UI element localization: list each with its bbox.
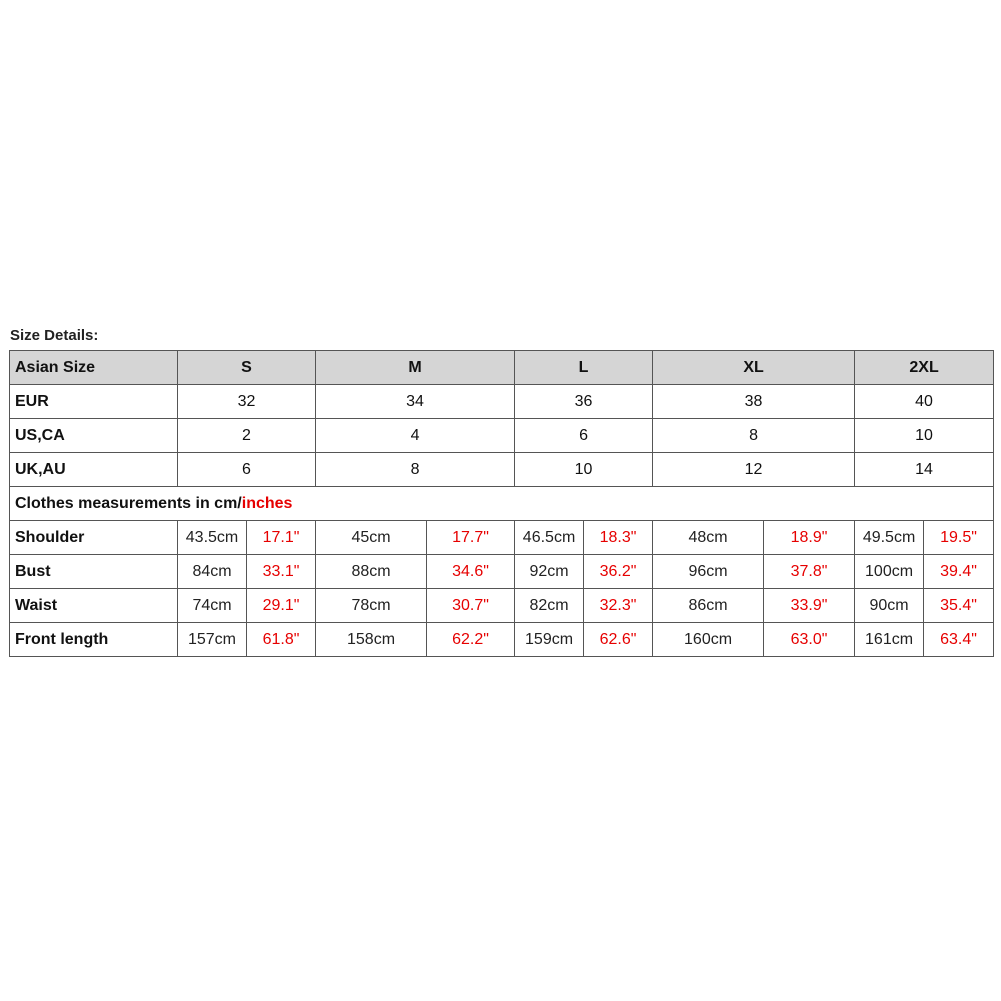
size-details-title: Size Details: <box>10 327 99 344</box>
header-row <box>10 351 994 385</box>
conversion-cell: 40 <box>855 385 994 419</box>
size-chart-table <box>9 350 994 657</box>
cm-cell: 78cm <box>316 589 427 623</box>
cm-cell: 45cm <box>316 521 427 555</box>
inch-cell: 32.3" <box>584 589 653 623</box>
conversion-cell: 34 <box>316 385 515 419</box>
inch-cell: 37.8" <box>764 555 855 589</box>
size-header-2xl: 2XL <box>855 351 994 385</box>
inch-cell: 29.1" <box>247 589 316 623</box>
inch-cell: 35.4" <box>924 589 994 623</box>
cm-cell: 43.5cm <box>178 521 247 555</box>
conversion-cell: 10 <box>515 453 653 487</box>
inch-cell: 61.8" <box>247 623 316 657</box>
cm-cell: 46.5cm <box>515 521 584 555</box>
conversion-cell: 6 <box>178 453 316 487</box>
size-header-l: L <box>515 351 653 385</box>
cm-cell: 88cm <box>316 555 427 589</box>
cm-cell: 90cm <box>855 589 924 623</box>
measurements-heading <box>10 487 994 521</box>
cm-cell: 161cm <box>855 623 924 657</box>
conversion-cell: 32 <box>178 385 316 419</box>
row-label: UK,AU <box>10 453 178 487</box>
inch-cell: 39.4" <box>924 555 994 589</box>
inch-cell: 63.0" <box>764 623 855 657</box>
inch-cell: 62.6" <box>584 623 653 657</box>
cm-cell: 100cm <box>855 555 924 589</box>
row-label: Bust <box>10 555 178 589</box>
cm-cell: 157cm <box>178 623 247 657</box>
inch-cell: 63.4" <box>924 623 994 657</box>
size-header-m: M <box>316 351 515 385</box>
cm-cell: 86cm <box>653 589 764 623</box>
inch-cell: 30.7" <box>427 589 515 623</box>
inch-cell: 33.1" <box>247 555 316 589</box>
cm-cell: 48cm <box>653 521 764 555</box>
conversion-cell: 38 <box>653 385 855 419</box>
measurements-heading-prefix: Clothes measurements in cm/ <box>15 494 242 512</box>
conversion-cell: 36 <box>515 385 653 419</box>
measurement-row-bust <box>10 555 994 589</box>
conversion-cell: 8 <box>316 453 515 487</box>
inch-cell: 36.2" <box>584 555 653 589</box>
conversion-cell: 2 <box>178 419 316 453</box>
cm-cell: 158cm <box>316 623 427 657</box>
inch-cell: 18.3" <box>584 521 653 555</box>
row-label: Front length <box>10 623 178 657</box>
conversion-cell: 8 <box>653 419 855 453</box>
inch-cell: 34.6" <box>427 555 515 589</box>
inch-cell: 33.9" <box>764 589 855 623</box>
size-header-xl: XL <box>653 351 855 385</box>
asian-size-label: Asian Size <box>10 351 178 385</box>
row-label: Shoulder <box>10 521 178 555</box>
conversion-cell: 12 <box>653 453 855 487</box>
row-label: EUR <box>10 385 178 419</box>
conversion-cell: 10 <box>855 419 994 453</box>
measurement-row-waist <box>10 589 994 623</box>
measurements-heading-accent: inches <box>241 494 293 512</box>
conversion-cell: 14 <box>855 453 994 487</box>
cm-cell: 84cm <box>178 555 247 589</box>
cm-cell: 160cm <box>653 623 764 657</box>
measurements-heading-row <box>10 487 994 521</box>
cm-cell: 92cm <box>515 555 584 589</box>
conversion-row-uk-au <box>10 453 994 487</box>
size-header-s: S <box>178 351 316 385</box>
measurement-row-shoulder <box>10 521 994 555</box>
cm-cell: 74cm <box>178 589 247 623</box>
conversion-row-us-ca <box>10 419 994 453</box>
conversion-row-eur <box>10 385 994 419</box>
inch-cell: 19.5" <box>924 521 994 555</box>
measurement-row-front-length <box>10 623 994 657</box>
cm-cell: 82cm <box>515 589 584 623</box>
cm-cell: 159cm <box>515 623 584 657</box>
inch-cell: 17.7" <box>427 521 515 555</box>
conversion-cell: 6 <box>515 419 653 453</box>
cm-cell: 49.5cm <box>855 521 924 555</box>
inch-cell: 18.9" <box>764 521 855 555</box>
inch-cell: 17.1" <box>247 521 316 555</box>
row-label: US,CA <box>10 419 178 453</box>
conversion-cell: 4 <box>316 419 515 453</box>
inch-cell: 62.2" <box>427 623 515 657</box>
cm-cell: 96cm <box>653 555 764 589</box>
row-label: Waist <box>10 589 178 623</box>
